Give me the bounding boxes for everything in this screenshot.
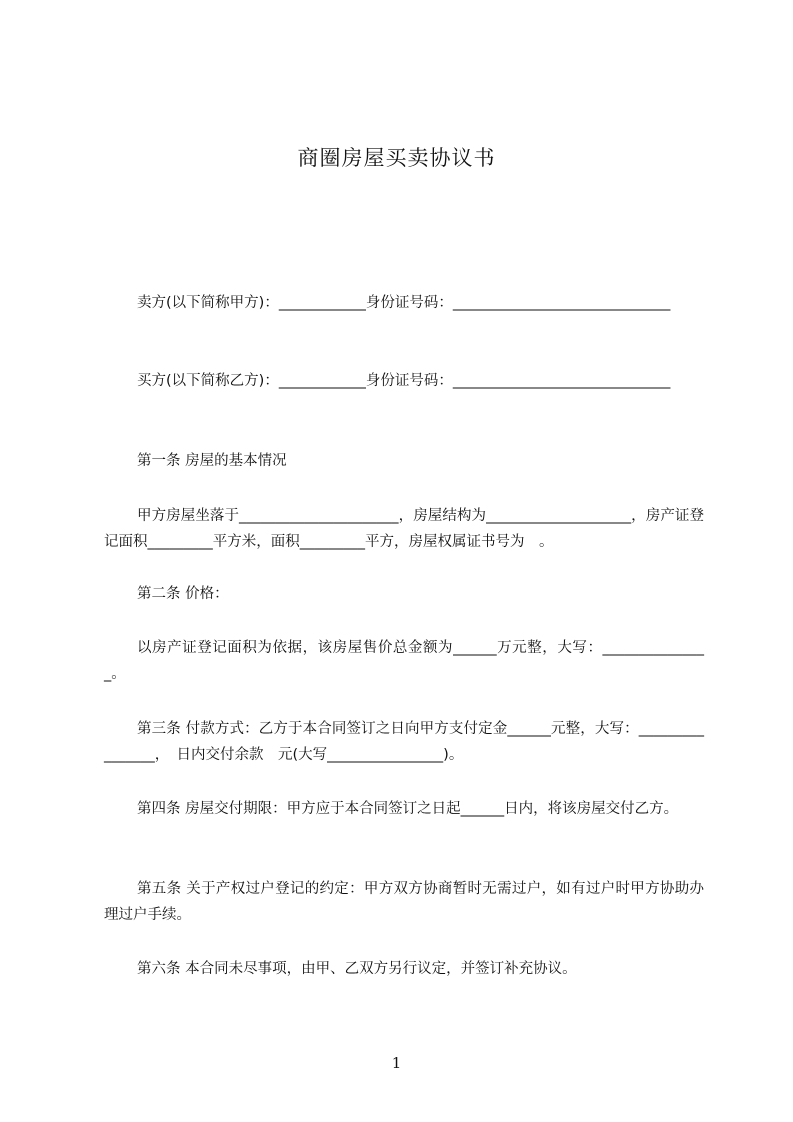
article1-heading: 第一条 房屋的基本情况 [137, 453, 287, 469]
article5-body: 第五条 关于产权过户登记的约定：甲方双方协商暂时无需过户，如有过户时甲方协助办理过户手续。 [104, 881, 704, 923]
article4-body: 第四条 房屋交付期限：甲方应于本合同签订之日起______日内，将该房屋交付乙方。 [137, 801, 679, 817]
article6-heading: 第六条 本合同未尽事项，由甲、乙双方另行议定，并签订补充协议。 [137, 961, 577, 977]
seller-line: 卖方(以下简称甲方)：____________身份证号码：______________________________ [137, 295, 671, 311]
article3-body: 第三条 付款方式：乙方于本合同签订之日向甲方支付定金______元整，大写：________________， 日内交付余款 元(大写________________)。 [104, 721, 704, 763]
buyer-line: 买方(以下简称乙方)：____________身份证号码：______________________________ [137, 373, 671, 389]
article1-body: 甲方房屋坐落于______________________，房屋结构为____________________，房产证登记面积_________平方米，面积_________平方，房屋权属证书号为 。 [104, 508, 704, 550]
document-title: 商圈房屋买卖协议书 [297, 146, 496, 170]
article2-heading: 第二条 价格： [137, 586, 229, 602]
article2-body: 以房产证登记面积为依据，该房屋售价总金额为______万元整，大写：_______________。 [104, 640, 704, 682]
page-number: 1 [391, 1054, 402, 1072]
